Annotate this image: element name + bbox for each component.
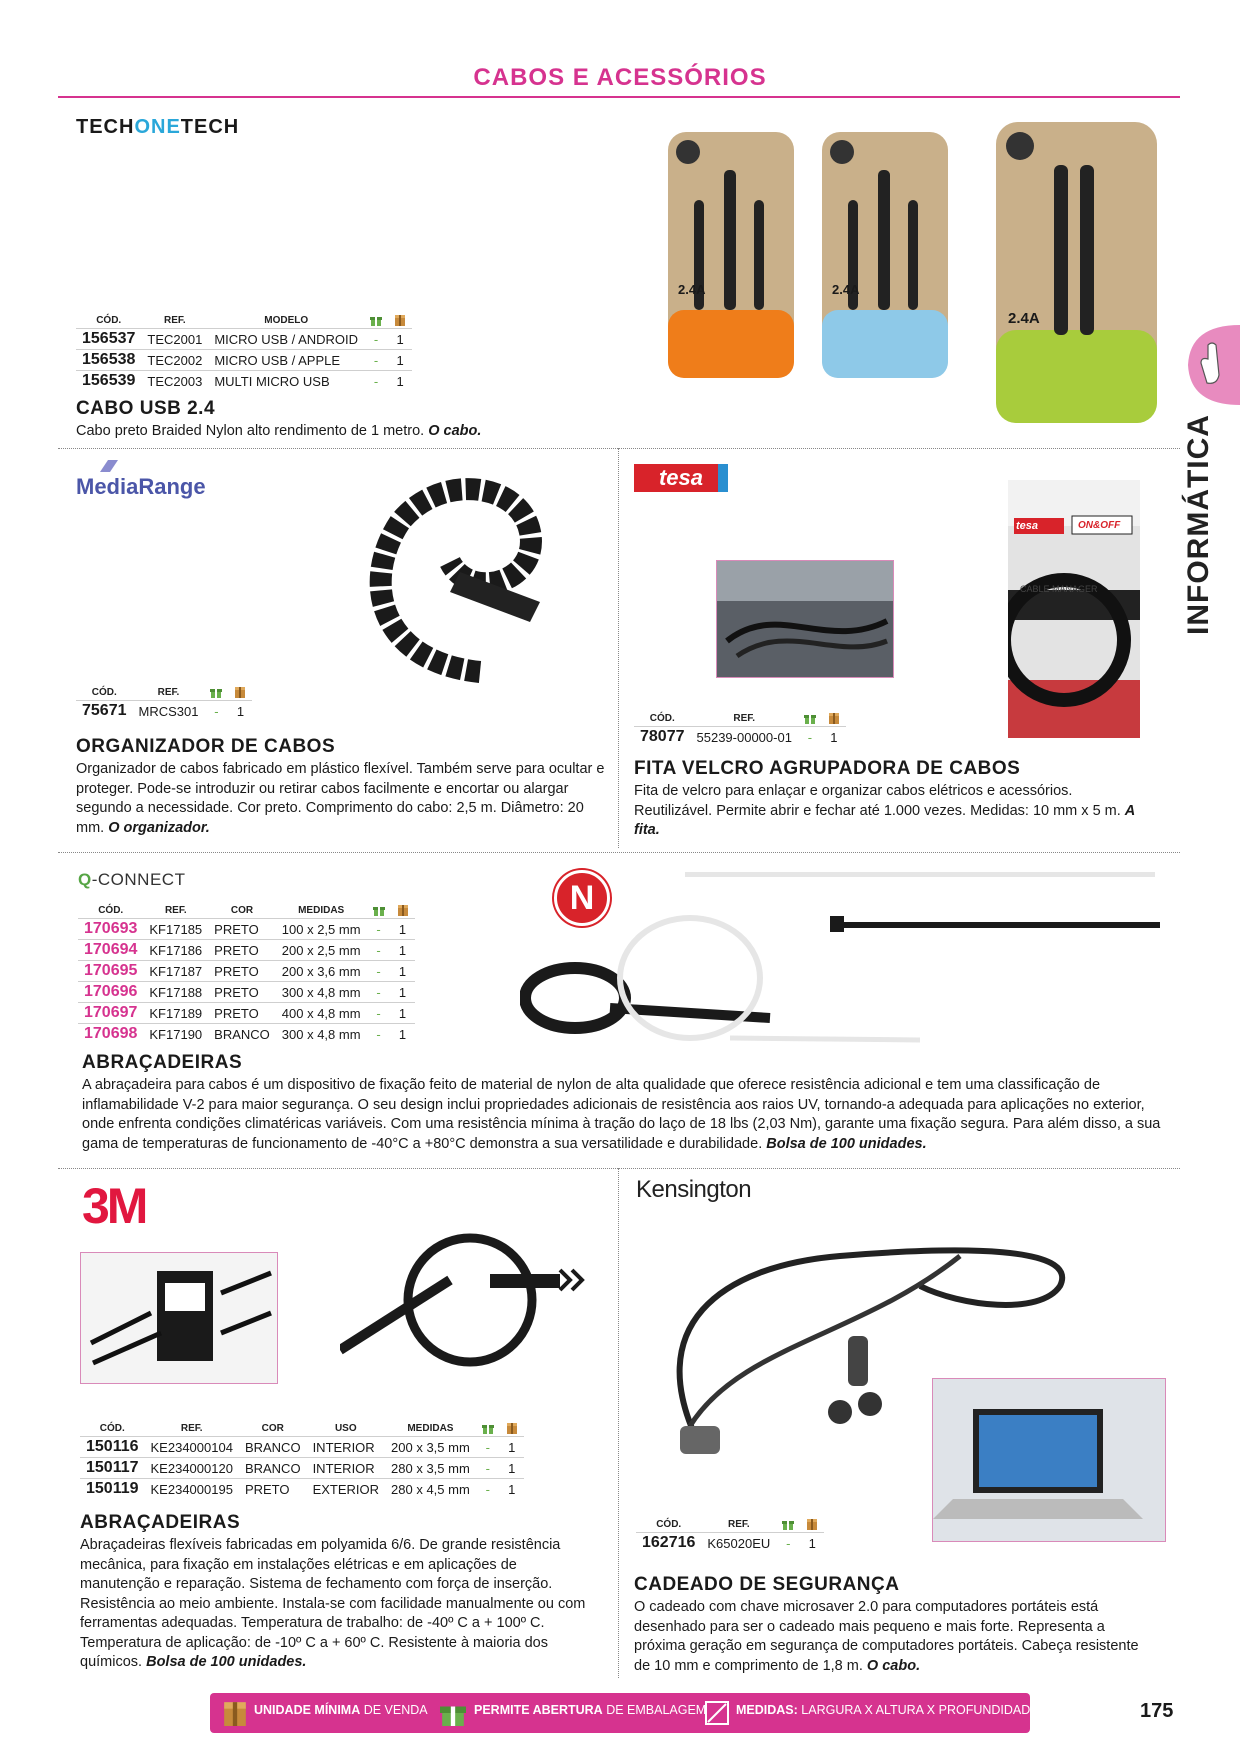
open-package-icon — [440, 1700, 466, 1726]
q-connect-logo: Q-CONNECT — [78, 870, 186, 889]
unit-box-icon — [806, 1518, 818, 1530]
product-description: O cadeado com chave microsaver 2.0 para computadores portáteis está desenhado para ser o cadeado mais pequeno e mais forte. Representa a próxima geração em segurança de computadores portáteis. Cabeça resistente de 10 mm e comprimento de 1,8 m. O cabo. — [634, 1599, 1139, 1674]
table-row: 170696 KF17188 PRETO 300 x 4,8 mm - 1 — [78, 982, 415, 1003]
table-row: 170698 KF17190 BRANCO 300 x 4,8 mm - 1 — [78, 1024, 415, 1045]
product-title: FITA VELCRO AGRUPADORA DE CABOS — [634, 758, 1021, 779]
product-description: Cabo preto Braided Nylon alto rendimento de 1 metro. O cabo. — [76, 423, 482, 439]
unit-box-icon — [394, 314, 406, 326]
section-divider — [58, 852, 1180, 853]
unit-box-icon — [506, 1422, 518, 1434]
3m-logo: 3M — [82, 1178, 146, 1234]
open-package-icon — [373, 904, 385, 916]
product-table-organizador: CÓD. REF. 75671 MRCS301 - 1 — [76, 686, 252, 721]
product-title: ABRAÇADEIRAS — [80, 1512, 241, 1533]
product-description: Fita de velcro para enlaçar e organizar cabos elétricos e acessórios. Reutilizável. Permite abrir e fechar até 1.000 vezes. Medidas: 10 mm x 5 m. A fita. — [634, 783, 1135, 838]
product-title: CABO USB 2.4 — [76, 398, 216, 419]
table-row: 170693 KF17185 PRETO 100 x 2,5 mm - 1 — [78, 919, 415, 940]
side-tab-label: INFORMÁTICA — [1182, 414, 1215, 636]
cable-ties-image — [520, 868, 1170, 1058]
page-number: 175 — [1140, 1700, 1174, 1722]
legend-measures: MEDIDAS: LARGURA X ALTURA X PROFUNDIDADE — [736, 1703, 1039, 1717]
table-row: 162716 K65020EU - 1 — [636, 1533, 824, 1554]
table-row: 156537 TEC2001 MICRO USB / ANDROID - 1 — [76, 329, 412, 350]
laptop-lock-usage-photo — [932, 1378, 1166, 1542]
unit-box-icon — [397, 904, 409, 916]
section-divider — [58, 448, 1180, 449]
product-title: ABRAÇADEIRAS — [82, 1052, 243, 1073]
tesa-logo: tesa — [634, 464, 728, 492]
table-row: 170695 KF17187 PRETO 200 x 3,6 mm - 1 — [78, 961, 415, 982]
measures-icon — [704, 1700, 730, 1726]
tesa-logo-stripe — [718, 464, 728, 492]
product-description: Abraçadeiras flexíveis fabricadas em polyamida 6/6. De grande resistência mecânica, para fixação em instalações elétricas e em aplicações de manutenção e reparação. Sistema de fechamento com força de inserção. Resistência ao meio ambiente. Instala-se com facilidade manualmente ou com ferramentas adequadas. Temperatura de trabalho: de -40º C a + 100º C. Temperatura de aplicação: de -10º C a + 60º C. Resistente à maioria dos químicos. Bolsa de 100 unidades. — [80, 1537, 586, 1670]
open-package-icon — [482, 1422, 494, 1434]
open-package-icon — [804, 712, 816, 724]
open-package-icon — [210, 686, 222, 698]
cable-tie-mount-image — [340, 1220, 600, 1380]
open-package-icon — [782, 1518, 794, 1530]
table-row: 75671 MRCS301 - 1 — [76, 701, 252, 722]
table-row: 150117 KE234000120 BRANCO INTERIOR 280 x 3,5 mm - 1 — [80, 1458, 524, 1479]
page-title: CABOS E ACESSÓRIOS — [473, 64, 767, 91]
table-row: 78077 55239-00000-01 - 1 — [634, 727, 846, 748]
new-product-badge: N — [554, 870, 610, 926]
3m-ties-package-photo — [80, 1252, 278, 1384]
cable-package-orange: 2.4A — [666, 130, 796, 380]
legend-open: PERMITE ABERTURA DE EMBALAGEM — [474, 1703, 707, 1717]
cable-package-blue: 2.4A — [820, 130, 950, 380]
table-row: 170697 KF17189 PRETO 400 x 4,8 mm - 1 — [78, 1003, 415, 1024]
velcro-usage-photo — [716, 560, 894, 678]
hand-click-icon — [1180, 325, 1240, 405]
table-row: 170694 KF17186 PRETO 200 x 2,5 mm - 1 — [78, 940, 415, 961]
open-package-icon — [370, 314, 382, 326]
product-description: A abraçadeira para cabos é um dispositivo de fixação feito de material de nylon de alta qualidade que oferece resistência adicional e tem uma classificação de inflamabilidade V-2 para maior segurança. O seu design inclui propriedades adicionais de resistência aos raios UV, tornando-a adequada para aplicações no exterior, onde enfrenta condições climatéricas variáveis. Com uma resistência mínima à tração do laço de 18 lbs (2,03 Nm), garante uma fixação segura. Para além disso, a sua gama de temperaturas de funcionamento de -40°C a +80°C demonstra a sua versatilidade e durabilidade. Bolsa de 100 unidades. — [82, 1077, 1161, 1152]
tesa-velcro-package-image: tesa ON&OFF CABLE MANAGER — [1008, 480, 1140, 738]
product-table-fita-velcro: CÓD. REF. 78077 55239-00000-01 - 1 — [634, 712, 846, 747]
header-divider — [58, 96, 1180, 98]
unit-box-icon — [234, 686, 246, 698]
cable-package-green: 2.4A — [994, 120, 1159, 425]
legend-unit: UNIDADE MÍNIMA DE VENDA — [254, 1703, 428, 1717]
product-title: ORGANIZADOR DE CABOS — [76, 736, 336, 757]
column-divider — [618, 448, 619, 848]
section-divider — [58, 1168, 1180, 1169]
techonetech-logo: TECHONETECH — [76, 116, 240, 138]
product-table-abracadeiras-qconnect: CÓD. REF. COR MEDIDAS 170693 KF17185 PRETO 100 x 2,5 mm - 1 170694 KF17186 PRETO 200 x 2,5 mm - 1 170695 KF17187 PRETO 200 x 3,6 mm - 1 170696 KF17188 PRETO 300 x 4,8 mm - 1 170697 KF17189 PRETO 400 x 4,8 mm - 1 170698 KF17190 BRANCO 300 x 4,8 mm - 1 — [78, 904, 415, 1044]
product-table-cabo-usb: CÓD. REF. MODELO 156537 TEC2001 MICRO USB / ANDROID - 1 156538 TEC2002 MICRO USB / APPLE - 1 156539 TEC2003 MULTI MICRO USB - 1 — [76, 314, 412, 391]
kensington-logo: Kensington — [636, 1176, 752, 1203]
table-row: 150116 KE234000104 BRANCO INTERIOR 200 x 3,5 mm - 1 — [80, 1437, 524, 1458]
table-row: 156538 TEC2002 MICRO USB / APPLE - 1 — [76, 350, 412, 371]
mediarange-logo: MediaRange — [76, 474, 206, 499]
product-table-abracadeiras-3m: CÓD. REF. COR USO MEDIDAS 150116 KE234000104 BRANCO INTERIOR 200 x 3,5 mm - 1 150117 KE234000120 BRANCO INTERIOR 280 x 3,5 mm - 1 150119 KE234000195 PRETO EXTERIOR 280 x 4,5 mm - 1 — [80, 1422, 524, 1499]
table-row: 156539 TEC2003 MULTI MICRO USB - 1 — [76, 371, 412, 392]
product-table-cadeado: CÓD. REF. 162716 K65020EU - 1 — [636, 1518, 824, 1553]
unit-box-icon — [222, 1700, 248, 1726]
product-title: CADEADO DE SEGURANÇA — [634, 1574, 900, 1595]
unit-box-icon — [828, 712, 840, 724]
table-row: 150119 KE234000195 PRETO EXTERIOR 280 x 4,5 mm - 1 — [80, 1479, 524, 1500]
spiral-cable-organizer-image — [340, 462, 570, 692]
product-description: Organizador de cabos fabricado em plástico flexível. Também serve para ocultar e proteger. Pode-se introduzir ou retirar cabos facilmente e encortar ou alargar segundo a necessidade. Cor preto. Comprimento do cabo: 2,5 m. Diâmetro: 20 mm. O organizador. — [76, 761, 605, 836]
column-divider — [618, 1168, 619, 1678]
